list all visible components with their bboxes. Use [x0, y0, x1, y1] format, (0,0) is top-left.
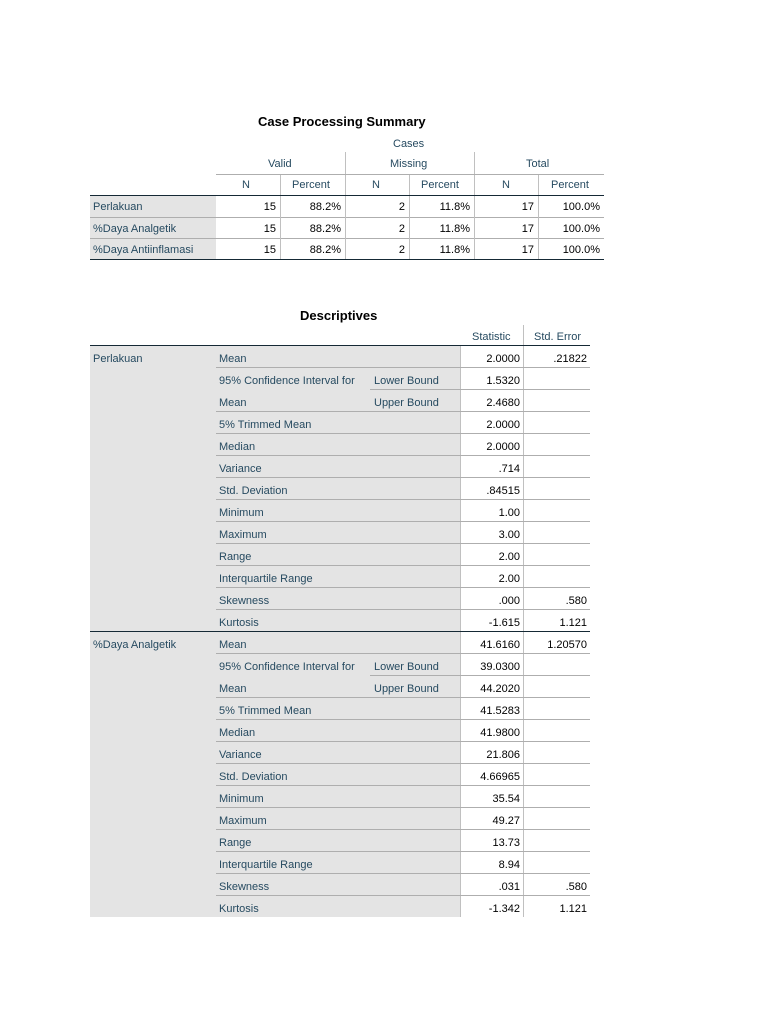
sub-percent-valid: Percent: [292, 179, 330, 191]
stat-label: Minimum: [219, 507, 264, 519]
row-divider: [370, 389, 590, 390]
stat-sublabel: Lower Bound: [374, 661, 439, 673]
row-divider: [216, 477, 590, 478]
row-divider: [216, 609, 590, 610]
stat-label: Mean: [219, 353, 247, 365]
sub-n-missing: N: [372, 179, 380, 191]
row-divider: [90, 631, 590, 632]
row-divider: [216, 587, 590, 588]
case-summary-title: Case Processing Summary: [258, 114, 426, 129]
row-divider: [216, 411, 590, 412]
cell: 11.8%: [439, 201, 470, 213]
stderr-value: .580: [565, 595, 587, 607]
statistic-value: 49.27: [492, 815, 520, 827]
stat-label: Std. Deviation: [219, 771, 288, 783]
row-divider: [216, 455, 590, 456]
row-divider: [216, 807, 590, 808]
row-divider: [216, 433, 590, 434]
row-divider: [216, 741, 590, 742]
stat-label: Range: [219, 551, 252, 563]
statistic-value: 41.6160: [480, 639, 520, 651]
statistic-value: -1.615: [488, 617, 520, 629]
statistic-value: 41.5283: [480, 705, 520, 717]
stat-sublabel: Lower Bound: [374, 375, 439, 387]
row-divider: [216, 697, 590, 698]
row-divider: [216, 851, 590, 852]
cell: 100.0%: [562, 223, 600, 235]
stat-label: Maximum: [219, 815, 267, 827]
cell: 2: [398, 244, 405, 256]
cell: 17: [521, 223, 534, 235]
cases-header: Cases: [393, 138, 425, 150]
stat-label: Skewness: [219, 881, 270, 893]
statistic-value: .714: [498, 463, 520, 475]
statistic-value: 3.00: [498, 529, 520, 541]
valid-header: Valid: [268, 158, 292, 170]
stat-label: 5% Trimmed Mean: [219, 419, 312, 431]
sub-percent-missing: Percent: [421, 179, 459, 191]
cell: 88.2%: [309, 244, 341, 256]
stat-label: Mean: [219, 639, 247, 651]
stat-label: 5% Trimmed Mean: [219, 705, 312, 717]
statistic-value: 2.4680: [486, 397, 520, 409]
missing-header: Missing: [390, 158, 428, 170]
statistic-value: .84515: [486, 485, 520, 497]
statistic-value: 2.0000: [486, 441, 520, 453]
sub-percent-total: Percent: [551, 179, 589, 191]
group-label: %Daya Analgetik: [93, 639, 177, 651]
statistic-value: .031: [498, 881, 520, 893]
row-label: %Daya Antiinflamasi: [93, 244, 194, 256]
statistic-value: 2.0000: [486, 419, 520, 431]
row-divider: [216, 829, 590, 830]
stat-label: Maximum: [219, 529, 267, 541]
row-divider: [216, 653, 590, 654]
cell: 15: [263, 223, 276, 235]
stderr-value: 1.121: [559, 903, 587, 915]
stat-label: 95% Confidence Interval for: [219, 661, 355, 673]
stat-label: Variance: [219, 463, 262, 475]
stat-label: Variance: [219, 749, 262, 761]
statistic-value: 44.2020: [480, 683, 520, 695]
row-label: Perlakuan: [93, 201, 143, 213]
statistic-value: 13.73: [492, 837, 520, 849]
cell: 100.0%: [562, 201, 600, 213]
statistic-value: 8.94: [498, 859, 520, 871]
statistic-value: .000: [498, 595, 520, 607]
stat-label: Range: [219, 837, 252, 849]
total-header: Total: [526, 158, 550, 170]
stat-label: Mean: [219, 397, 247, 409]
stderr-value: .580: [565, 881, 587, 893]
stderr-value: 1.121: [559, 617, 587, 629]
cell: 2: [398, 223, 405, 235]
cell: 15: [263, 201, 276, 213]
cell: 17: [521, 201, 534, 213]
stderr-value: .21822: [553, 353, 587, 365]
stat-label: Interquartile Range: [219, 859, 313, 871]
statistic-value: 2.0000: [486, 353, 520, 365]
statistic-value: 2.00: [498, 573, 520, 585]
row-divider: [370, 675, 590, 676]
stat-label: Minimum: [219, 793, 264, 805]
stat-label: 95% Confidence Interval for: [219, 375, 355, 387]
row-divider: [216, 895, 590, 896]
group-label: Perlakuan: [93, 353, 143, 365]
stat-label: Median: [219, 727, 256, 739]
cell: 11.8%: [439, 223, 470, 235]
descriptives-title: Descriptives: [300, 308, 378, 323]
statistic-value: 35.54: [492, 793, 520, 805]
cell: 100.0%: [562, 244, 600, 256]
row-divider: [216, 499, 590, 500]
statistic-value: 1.00: [498, 507, 520, 519]
cell: 15: [263, 244, 276, 256]
statistic-value: -1.342: [488, 903, 520, 915]
stat-label: Interquartile Range: [219, 573, 313, 585]
stderr-value: 1.20570: [547, 639, 587, 651]
row-divider: [216, 543, 590, 544]
stat-label: Median: [219, 441, 256, 453]
cell: 11.8%: [439, 244, 470, 256]
sub-n-total: N: [502, 179, 510, 191]
row-divider: [216, 367, 590, 368]
row-divider: [216, 565, 590, 566]
row-divider: [216, 785, 590, 786]
stat-sublabel: Upper Bound: [374, 397, 439, 409]
statistic-value: 41.9800: [480, 727, 520, 739]
statistic-value: 4.66965: [480, 771, 520, 783]
row-divider: [216, 873, 590, 874]
cell: 88.2%: [309, 223, 341, 235]
stderr-header: Std. Error: [534, 331, 582, 343]
cell: 88.2%: [309, 201, 341, 213]
row-divider: [216, 521, 590, 522]
statistic-value: 39.0300: [480, 661, 520, 673]
stat-sublabel: Upper Bound: [374, 683, 439, 695]
cell: 2: [398, 201, 405, 213]
row-label: %Daya Analgetik: [93, 223, 177, 235]
stat-label: Mean: [219, 683, 247, 695]
sub-n-valid: N: [242, 179, 250, 191]
statistic-value: 2.00: [498, 551, 520, 563]
row-divider: [216, 763, 590, 764]
stat-label: Skewness: [219, 595, 270, 607]
statistic-value: 21.806: [486, 749, 520, 761]
cell: 17: [521, 244, 534, 256]
stat-label: Std. Deviation: [219, 485, 288, 497]
stat-label: Kurtosis: [219, 903, 259, 915]
statistic-value: 1.5320: [486, 375, 520, 387]
statistic-header: Statistic: [472, 331, 511, 343]
stat-label: Kurtosis: [219, 617, 259, 629]
row-divider: [216, 719, 590, 720]
